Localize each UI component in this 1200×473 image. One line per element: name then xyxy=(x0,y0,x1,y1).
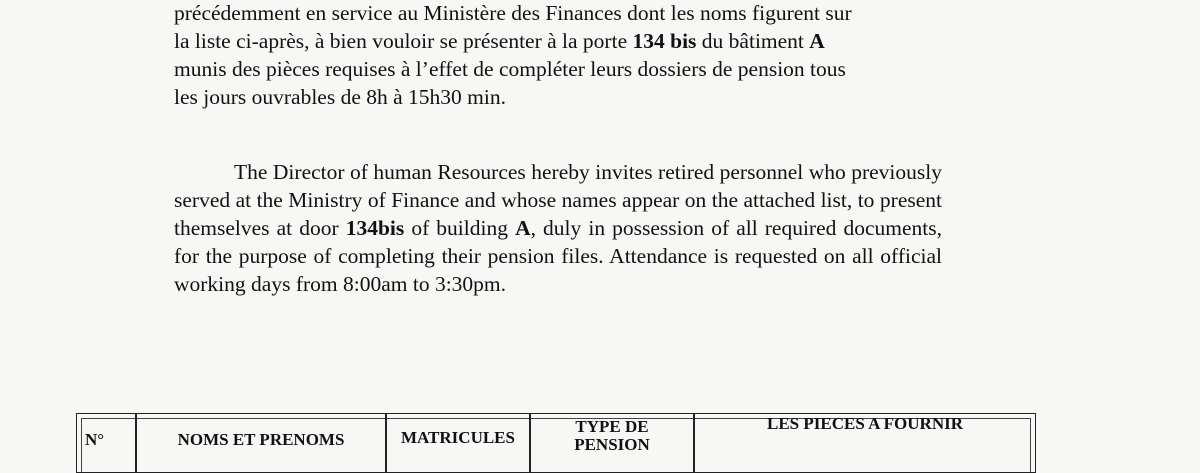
paragraph-french xyxy=(174,0,942,111)
paragraph-french-line: la liste ci-après, à bien vouloir se présenter à la porte xyxy=(174,29,633,53)
door-number: 134 bis xyxy=(632,29,697,53)
pension-list-table xyxy=(76,413,1036,473)
paragraph-english-text: The Director of human Resources hereby invites retired personnel who previously served at the Ministry of Finance and whose names appear on the attached list, to present themselves at door xyxy=(174,160,942,240)
paragraph-french-line: munis des pièces requises à l’effet de compléter leurs dossiers de pension tous xyxy=(174,57,846,81)
building-letter: A xyxy=(809,29,825,53)
door-number-en: 134bis xyxy=(345,216,405,240)
paragraph-french-line: précédemment en service au Ministère des Finances dont les noms figurent sur xyxy=(174,1,852,25)
header-number: N° xyxy=(85,430,105,449)
header-matricules: MATRICULES xyxy=(401,428,515,447)
paragraph-english-text: of building xyxy=(404,216,516,240)
header-documents: LES PIECES A FOURNIR xyxy=(766,414,964,433)
paragraph-english xyxy=(174,158,942,298)
header-pension-type-line: PENSION xyxy=(574,435,650,454)
paragraph-english-text: , duly in possession of all required documents, for the purpose of completing their pension files. Attendance is requested on all official working days from 8:00am to 3:30pm. xyxy=(174,216,942,296)
building-letter-en: A xyxy=(515,216,531,240)
header-pension-type-line: TYPE DE xyxy=(575,417,649,436)
header-pension-type xyxy=(531,418,693,454)
paragraph-french-line: du bâtiment xyxy=(696,29,810,53)
paragraph-french-line: les jours ouvrables de 8h à 15h30 min. xyxy=(174,85,507,109)
header-names: NOMS ET PRENOMS xyxy=(177,430,345,449)
